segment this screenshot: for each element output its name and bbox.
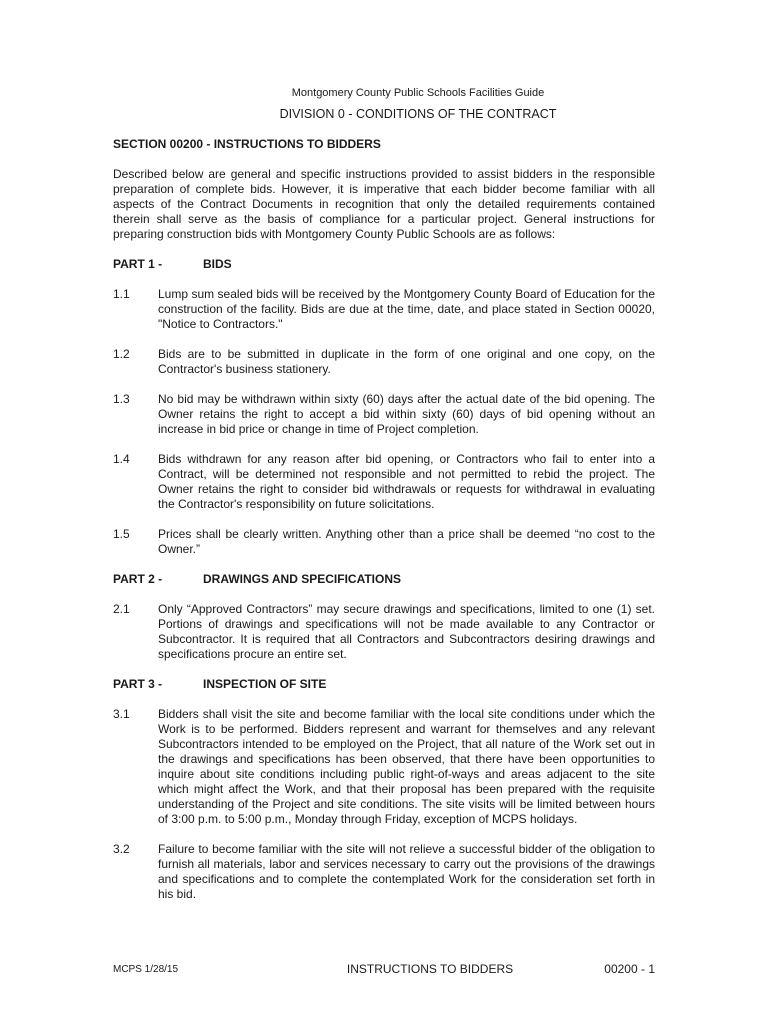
intro-paragraph: Described below are general and specific instructions provided to assist bidders in the responsible preparation of complete bids. However, it is imperative that each bidder become familiar with all aspects of the Contract Documents in recognition that only the detailed requirements contained therein shall serve as the basis of compliance for a particular project. General instructions for preparing construction bids with Montgomery County Public Schools are as follows: [113, 167, 655, 241]
item-number: 1.3 [113, 392, 130, 406]
item-number: 1.4 [113, 452, 130, 466]
item-number: 1.5 [113, 527, 130, 541]
item-text: No bid may be withdrawn within sixty (60) days after the actual date of the bid opening. The Owner retains the right to accept a bid within sixty (60) days of bid opening without an increase in bid price or change in time of Project completion. [158, 392, 655, 436]
guide-header: Montgomery County Public Schools Facilities Guide [291, 87, 545, 99]
item-text: Lump sum sealed bids will be received by the Montgomery County Board of Education for the construction of the facility. Bids are due at the time, date, and place stated in Section 00020, "Notice to Contractors." [158, 287, 655, 331]
footer-page-number: 00200 - 1 [604, 962, 655, 976]
item-text: Failure to become familiar with the site will not relieve a successful bidder of the obligation to furnish all materials, labor and services necessary to carry out the provisions of the drawings and specifications and to complete the contemplated Work for the consideration set forth in his bid. [158, 842, 655, 901]
list-item [113, 842, 655, 902]
part-heading [113, 257, 655, 272]
item-number: 2.1 [113, 602, 130, 616]
item-text: Bidders shall visit the site and become familiar with the local site conditions under which the Work is to be performed. Bidders represent and warrant for themselves and any relevant Subcontractors intended to be employed on the Project, that all nature of the Work set out in the drawings and specifications has been observed, that there have been opportunities to inquire about site conditions including public right-of-ways and areas adjacent to the site which might affect the Work, and that their proposal has been prepared with the requisite understanding of the Project and site conditions. The site visits will be limited between hours of 3:00 p.m. to 5:00 p.m., Monday through Friday, exception of MCPS holidays. [158, 707, 655, 826]
footer-section-name: INSTRUCTIONS TO BIDDERS [346, 962, 514, 976]
item-text: Bids are to be submitted in duplicate in the form of one original and one copy, on the Contractor's business stationery. [158, 347, 655, 376]
list-item [113, 392, 655, 437]
item-number: 1.2 [113, 347, 130, 361]
page-footer [113, 962, 655, 978]
part-heading [113, 677, 655, 692]
part-number: PART 3 - [113, 677, 163, 691]
list-item [113, 287, 655, 332]
item-number: 3.1 [113, 707, 130, 721]
list-item [113, 452, 655, 512]
list-item [113, 602, 655, 662]
document-body [113, 137, 655, 917]
section-title: SECTION 00200 - INSTRUCTIONS TO BIDDERS [113, 137, 381, 151]
list-item [113, 707, 655, 827]
item-text: Prices shall be clearly written. Anything other than a price shall be deemed “no cost to the Owner.” [158, 527, 655, 556]
part-heading [113, 572, 655, 587]
item-text: Bids withdrawn for any reason after bid opening, or Contractors who fail to enter into a Contract, will be determined not responsible and not permitted to rebid the project. The Owner retains the right to consider bid withdrawals or requests for withdrawal in evaluating the Contractor's responsibility on future solicitations. [158, 452, 655, 511]
part-title: INSPECTION OF SITE [203, 677, 327, 691]
item-number: 1.1 [113, 287, 130, 301]
part-title: BIDS [203, 257, 232, 271]
list-item [113, 527, 655, 557]
division-header: DIVISION 0 - CONDITIONS OF THE CONTRACT [279, 107, 557, 121]
part-number: PART 1 - [113, 257, 163, 271]
list-item [113, 347, 655, 377]
item-number: 3.2 [113, 842, 130, 856]
footer-revision-date: MCPS 1/28/15 [113, 964, 179, 975]
item-text: Only “Approved Contractors” may secure drawings and specifications, limited to one (1) set. Portions of drawings and specifications will not be made available to any Contractor or Subcontractor. It is required that all Contractors and Subcontractors desiring drawings and specifications procure an entire set. [158, 602, 655, 661]
part-number: PART 2 - [113, 572, 163, 586]
part-title: DRAWINGS AND SPECIFICATIONS [203, 572, 402, 586]
